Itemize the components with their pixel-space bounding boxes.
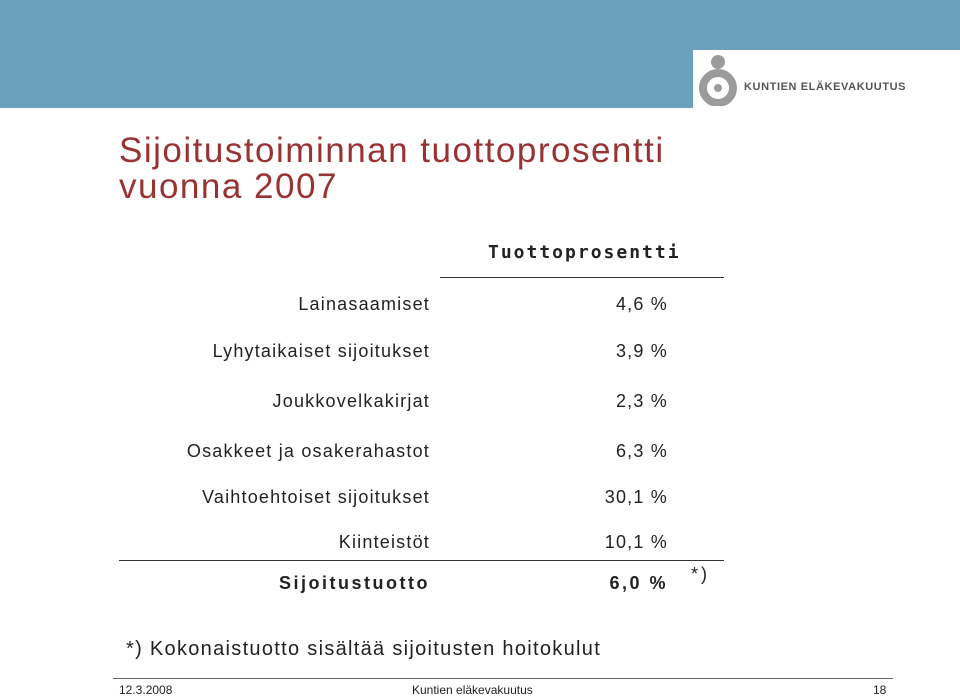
brand-name: KUNTIEN ELÄKEVAKUUTUS (744, 81, 907, 93)
footer-rule (113, 678, 893, 679)
row-label: Lainasaamiset (298, 294, 430, 314)
row-value: 3,9 % (615, 341, 668, 361)
row-label: Osakkeet ja osakerahastot (186, 441, 430, 461)
row-value: 2,3 % (615, 391, 668, 411)
row-label: Kiinteistöt (338, 532, 430, 552)
row-value: 10,1 % (604, 532, 668, 552)
header-rule (440, 277, 724, 278)
row-label: Lyhytaikaiset sijoitukset (212, 341, 430, 361)
slide-title (119, 133, 839, 205)
row-label: Joukkovelkakirjat (272, 391, 430, 411)
row-label: Vaihtoehtoiset sijoitukset (202, 487, 430, 507)
title-line-1: Sijoitustoiminnan tuottoprosentti (119, 131, 665, 170)
header-band (0, 0, 960, 50)
total-value: 6,0 % (609, 573, 668, 593)
total-rule (119, 560, 724, 561)
total-label: Sijoitustuotto (279, 573, 430, 593)
row-value: 30,1 % (604, 487, 668, 507)
footnote: *) Kokonaistuotto sisältää sijoitusten hoitokulut (126, 638, 602, 660)
title-line-2: vuonna 2007 (119, 167, 338, 206)
footer-org: Kuntien eläkevakuutus (412, 683, 533, 697)
row-value: 6,3 % (615, 441, 668, 461)
column-header: Tuottoprosentti (488, 242, 681, 263)
note-mark: *) (691, 564, 710, 584)
row-value: 4,6 % (615, 294, 668, 314)
header-band-extension (0, 50, 693, 108)
person-logo-icon (698, 54, 738, 106)
page-number: 18 (873, 683, 887, 697)
footer-date: 12.3.2008 (119, 683, 173, 697)
